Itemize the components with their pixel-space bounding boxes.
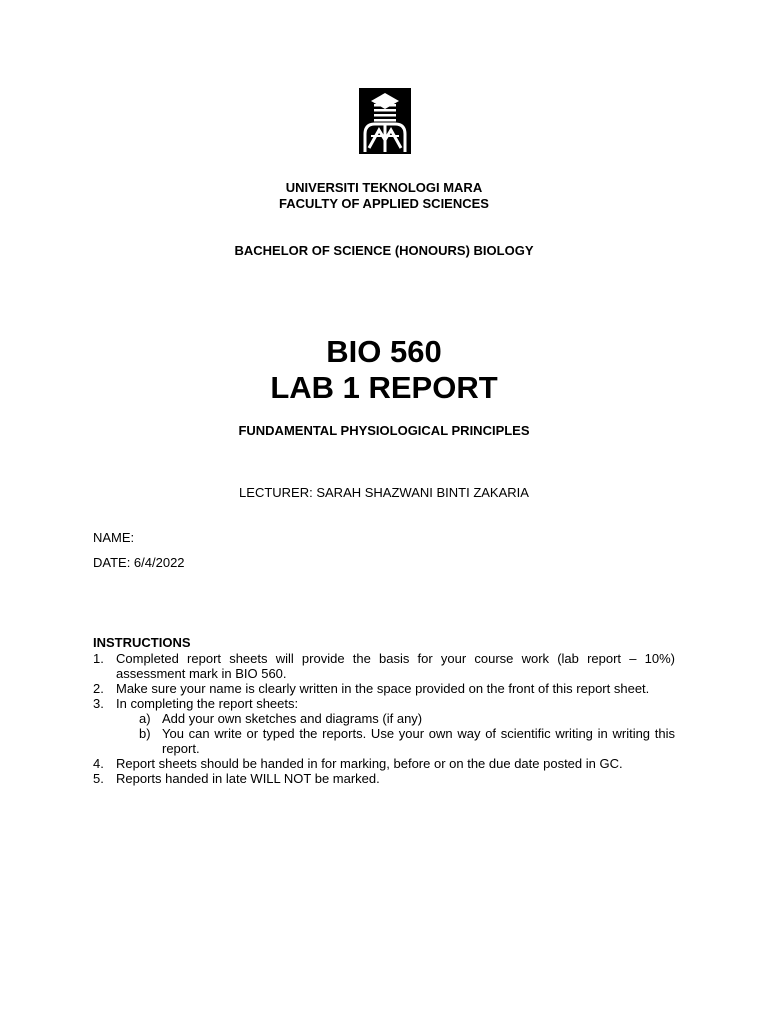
item-text: Reports handed in late WILL NOT be marked. — [116, 771, 380, 786]
instruction-item — [93, 756, 675, 771]
item-text: In completing the report sheets: — [116, 696, 299, 711]
subitem-letter: a) — [139, 711, 151, 726]
report-subtitle: FUNDAMENTAL PHYSIOLOGICAL PRINCIPLES — [238, 423, 530, 438]
faculty-name: FACULTY OF APPLIED SCIENCES — [279, 196, 489, 211]
instructions-heading: INSTRUCTIONS — [93, 635, 191, 650]
instruction-item — [93, 696, 675, 711]
instruction-item — [93, 681, 675, 696]
subitem-text: Add your own sketches and diagrams (if any) — [162, 711, 423, 726]
instruction-subitem — [93, 726, 675, 756]
item-number: 5. — [93, 771, 104, 786]
name-label: NAME: — [93, 530, 135, 545]
report-title — [0, 334, 768, 406]
item-text: Report sheets should be handed in for marking, before or on the due date posted in GC. — [116, 756, 623, 771]
date-line: DATE: 6/4/2022 — [93, 555, 185, 570]
instruction-item — [93, 771, 675, 786]
institution-header — [0, 180, 768, 212]
item-number: 4. — [93, 756, 104, 771]
program-name: BACHELOR OF SCIENCE (HONOURS) BIOLOGY — [234, 243, 534, 258]
item-text: Completed report sheets will provide the basis for your course work (lab report – 10%) assessment mark in BIO 560. — [116, 651, 675, 681]
instruction-subitem — [93, 711, 675, 726]
instruction-item — [93, 651, 675, 681]
subitem-letter: b) — [139, 726, 151, 741]
item-number: 3. — [93, 696, 104, 711]
report-name: LAB 1 REPORT — [270, 370, 498, 405]
university-logo-icon — [359, 88, 411, 154]
instructions-section — [93, 634, 675, 786]
university-name: UNIVERSITI TEKNOLOGI MARA — [285, 180, 483, 195]
item-text: Make sure your name is clearly written in the space provided on the front of this report sheet. — [116, 681, 650, 696]
item-number: 2. — [93, 681, 104, 696]
item-number: 1. — [93, 651, 104, 666]
lecturer-line: LECTURER: SARAH SHAZWANI BINTI ZAKARIA — [239, 485, 529, 500]
subitem-text: You can write or typed the reports. Use your own way of scientific writing in writing this report. — [162, 726, 675, 756]
course-code: BIO 560 — [326, 334, 442, 369]
